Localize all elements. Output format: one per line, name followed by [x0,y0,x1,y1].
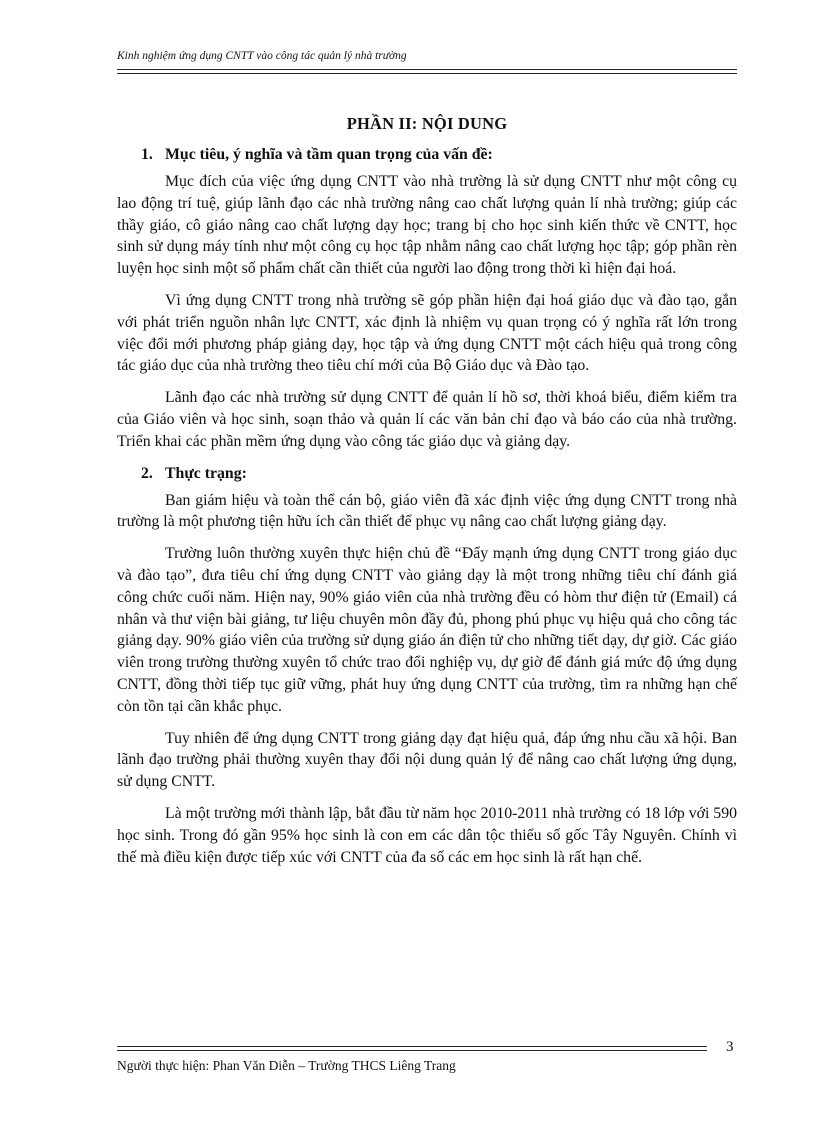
paragraph: Tuy nhiên để ứng dụng CNTT trong giảng dạy đạt hiệu quả, đáp ứng nhu cầu xã hội. Ban lãnh đạo trường phải thường xuyên thay đổi nội dung quản lý để nâng cao chất lượng ứng dụng, sử dụng CNTT. [117,729,737,791]
section-heading-text: Mục tiêu, ý nghĩa và tầm quan trọng của vấn đề: [165,146,493,163]
section-heading-1 [141,144,737,165]
section-heading-2 [141,463,737,484]
page-body [117,114,737,878]
part-title: PHẦN II: NỘI DUNG [346,114,508,133]
header-rule [117,69,737,74]
footer-rule [117,1046,707,1051]
paragraph: Mục đích của việc ứng dụng CNTT vào nhà trường là sử dụng CNTT như một công cụ lao động trí tuệ, giúp lãnh đạo các nhà trường nâng cao chất lượng quản lí nhà trường; giúp các thầy giáo, cô giáo nâng cao chất lượng dạy học; trang bị cho học sinh kiến thức về CNTT, học sinh sử dụng máy tính như một công cụ học tập nhằm nâng cao chất lượng học tập; góp phần rèn luyện học sinh một số phẩm chất cần thiết của người lao động trong thời kì hiện đại hoá. [117,173,737,278]
paragraph: Ban giám hiệu và toàn thể cán bộ, giáo viên đã xác định việc ứng dụng CNTT trong nhà trường là một phương tiện hữu ích cần thiết để phục vụ nâng cao chất lượng giảng dạy. [117,491,737,531]
page-number: 3 [726,1039,734,1055]
paragraph: Là một trường mới thành lập, bắt đầu từ năm học 2010-2011 nhà trường có 18 lớp với 590 học sinh. Trong đó gần 95% học sinh là con em các dân tộc thiểu số gốc Tây Nguyên. Chính vì thế mà điều kiện được tiếp xúc với CNTT của đa số các em học sinh là rất hạn chế. [117,804,737,866]
paragraph: Trường luôn thường xuyên thực hiện chủ đề “Đẩy mạnh ứng dụng CNTT trong giáo dục và đào tạo”, đưa tiêu chí ứng dụng CNTT vào giảng dạy là một trong những tiêu chí đánh giá công chức cuối năm. Hiện nay, 90% giáo viên của nhà trường đều có hòm thư điện tử (Email) cá nhân và thư viện bài giảng, tư liệu chuyên môn đầy đủ, phong phú phục vụ hiệu quả cho công tác giảng dạy. 90% giáo viên của trường sử dụng giáo án điện tử cho những tiết dạy, dự giờ. Các giáo viên trong trường thường xuyên tổ chức trao đổi nghiệp vụ, dự giờ để đánh giá mức độ ứng dụng CNTT, đồng thời tiếp tục giữ vững, phát huy ứng dụng CNTT của trường, tìm ra những hạn chế còn tồn tại cần khắc phục. [117,545,737,715]
section-number: 1. [141,146,153,163]
section-number: 2. [141,464,153,482]
running-footer: Người thực hiện: Phan Văn Diễn – Trường THCS Liêng Trang [117,1058,456,1073]
section-heading-text: Thực trạng: [165,464,247,482]
running-header: Kinh nghiệm ứng dụng CNTT vào công tác quản lý nhà trường [117,50,407,62]
paragraph: Vì ứng dụng CNTT trong nhà trường sẽ góp phần hiện đại hoá giáo dục và đào tạo, gắn với phát triển nguồn nhân lực CNTT, xác định là nhiệm vụ quan trọng có ý nghĩa rất lớn trong việc đổi mới phương pháp giảng dạy, học tập và ứng dụng CNTT một cách hiệu quả trong công tác giáo dục của nhà trường theo tiêu chí mới của Bộ Giáo dục và Đào tạo. [117,291,737,375]
paragraph: Lãnh đạo các nhà trường sử dụng CNTT để quản lí hồ sơ, thời khoá biểu, điểm kiểm tra của Giáo viên và học sinh, soạn thảo và quản lí các văn bản chỉ đạo và báo cáo của nhà trường. Triển khai các phần mềm ứng dụng vào công tác giáo dục và giảng dạy. [117,389,737,450]
